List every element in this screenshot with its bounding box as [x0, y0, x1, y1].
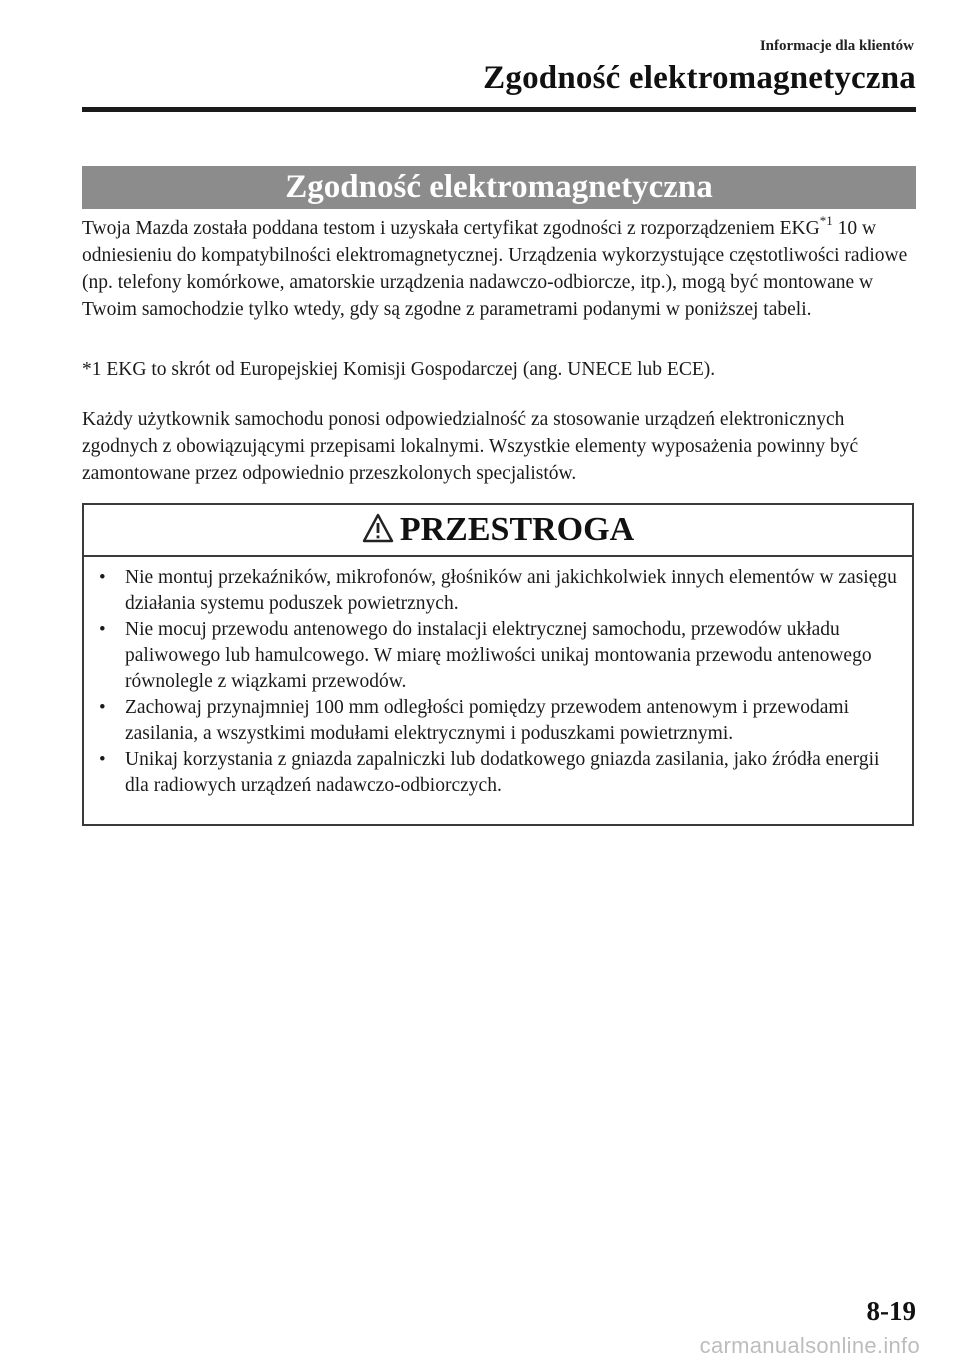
bullet-icon: • [99, 567, 106, 588]
caution-item-text: Nie mocuj przewodu antenowego do instalacji elektrycznej samochodu, przewodów układu paliwowego lub hamulcowego. W miarę możliwości unikaj montowania przewodu antenowego równolegle z wiązkami przewodów. [125, 619, 872, 692]
section-title-bar: Zgodność elektromagnetyczna [82, 166, 916, 209]
caution-item [84, 695, 912, 747]
bullet-icon: • [99, 619, 106, 640]
caution-item [84, 747, 912, 799]
caution-item-text: Nie montuj przekaźników, mikrofonów, głośników ani jakichkolwiek innych elementów w zasięgu działania systemu poduszek powietrznych. [125, 567, 897, 614]
footnote-text: *1 EKG to skrót od Europejskiej Komisji Gospodarczej (ang. UNECE lub ECE). [82, 359, 716, 380]
watermark-link[interactable]: carmanualsonline.info [699, 1333, 920, 1358]
caution-item-text: Unikaj korzystania z gniazda zapalniczki lub dodatkowego gniazda zasilania, jako źródła energii dla radiowych urządzeń nadawczo-odbiorczych. [125, 749, 880, 796]
footnote-marker: *1 [819, 212, 833, 228]
bullet-icon: • [99, 697, 106, 718]
intro-text-start: Twoja Mazda została poddana testom i uzyskała certyfikat zgodności z rozporządzeniem EKG [82, 218, 820, 239]
page-number: 8-19 [866, 1296, 916, 1326]
footnote-paragraph [82, 356, 922, 383]
responsibility-text: Każdy użytkownik samochodu ponosi odpowiedzialność za stosowanie urządzeń elektronicznych zgodnych z obowiązującymi przepisami lokalnymi. Wszystkie elementy wyposażenia powinny być zamontowane przez odpowiednio przeszkolonych specjalistów. [82, 409, 859, 484]
header-divider [82, 107, 916, 112]
caution-box [82, 503, 914, 826]
intro-paragraph [82, 212, 922, 323]
caution-item-text: Zachowaj przynajmniej 100 mm odległości pomiędzy przewodem antenowym i przewodami zasilania, a wszystkimi modułami elektrycznymi i poduszkami powietrznymi. [125, 697, 849, 744]
caution-header [84, 505, 912, 557]
caution-item [84, 617, 912, 695]
caution-title: PRZESTROGA [399, 511, 635, 548]
caution-item [84, 565, 912, 617]
intro-text-end: 10 w odniesieniu do kompatybilności elektromagnetycznej. Urządzenia wykorzystujące częstotliwości radiowe (np. telefony komórkowe, amatorskie urządzenia nadawczo-odbiorcze, itp.), mogą być montowane w Twoim samochodzie tylko wtedy, gdy są zgodne z parametrami podanymi w poniższej tabeli. [82, 218, 908, 320]
header-section-label: Informacje dla klientów [759, 38, 914, 54]
caution-list [84, 557, 912, 799]
responsibility-paragraph [82, 406, 922, 487]
header-title: Zgodność elektromagnetyczna [483, 60, 916, 96]
bullet-icon: • [99, 749, 106, 770]
warning-triangle-icon [362, 513, 394, 543]
